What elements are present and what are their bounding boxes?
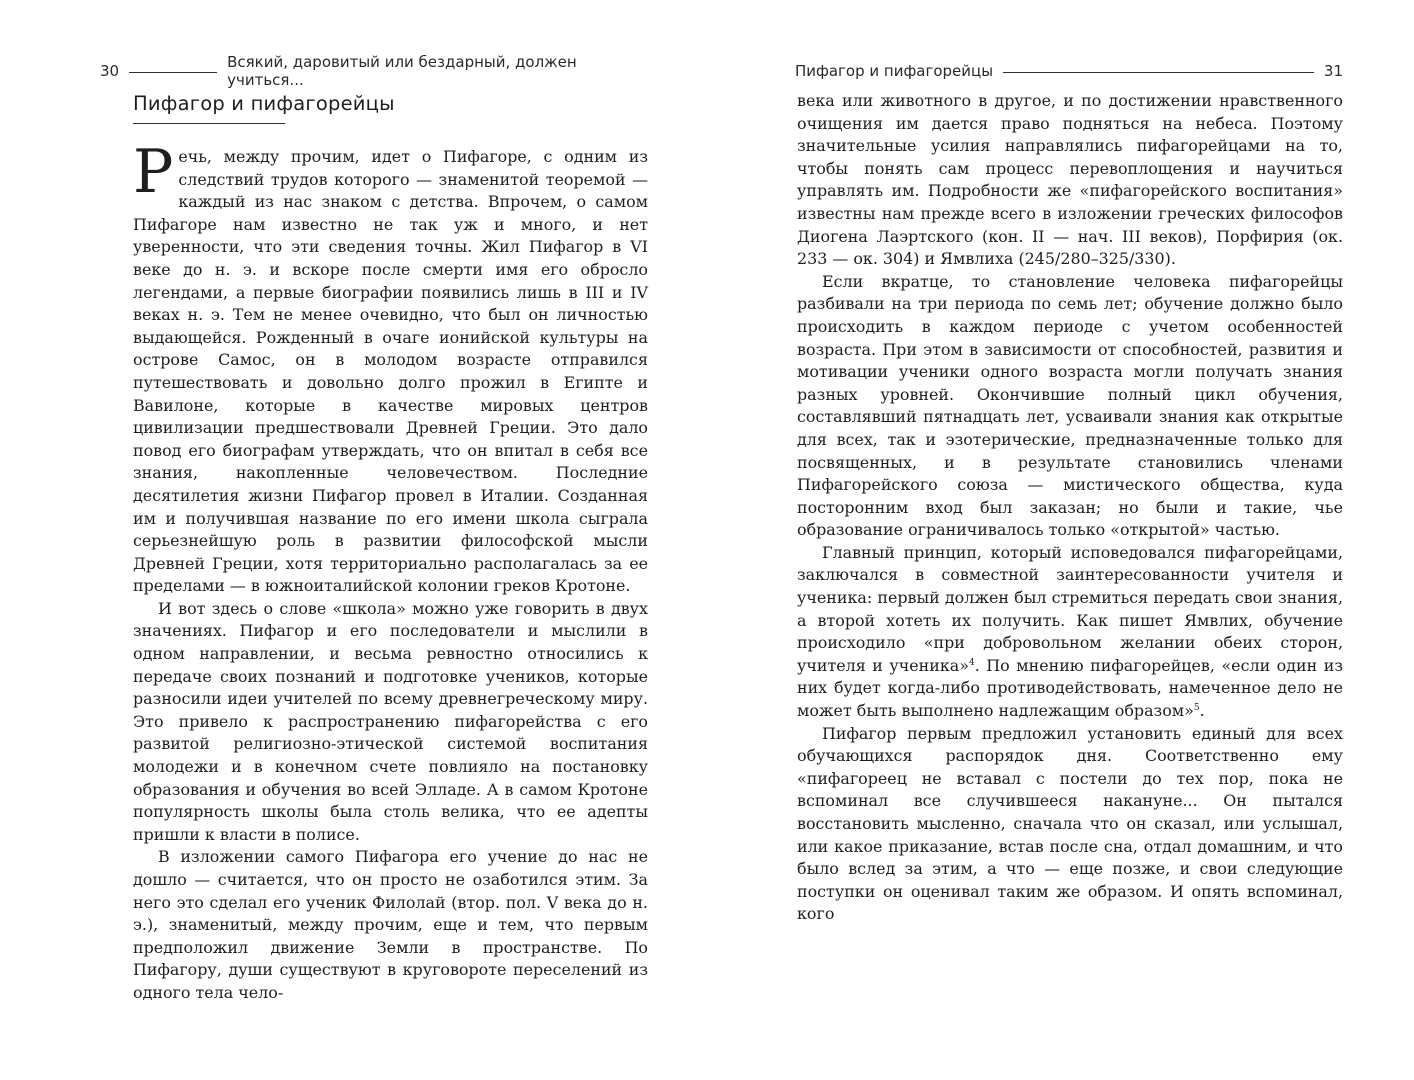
right-paragraph-1: века или животного в другое, и по достижении нравственного очищения им дается право подняться на небеса. Поэтому значительные усилия направлялись пифагорейцами на то, чтобы понять сам процесс перевоплощения и научиться управлять им. Подробности же «пифагорейского воспитания» известны нам прежде всего в изложении греческих философов Диогена Лаэртского (кон. II — нач. III веков), Порфирия (ок. 233 — ок. 304) и Ямвлиха (245/280–325/330).: [797, 91, 1343, 269]
footnote-ref-5[interactable]: 5: [1193, 703, 1200, 714]
right-paragraph-3-end: .: [1199, 701, 1205, 721]
left-paragraph-3: В изложении самого Пифагора его учение до нас не дошло — считается, что он просто не озаботился этим. За него это сделал его ученик Филолай (втор. пол. V века до н. э.), знаменитый, между прочим, еще и тем, что первым предположил движение Земли в пространстве. По Пифагору, души существуют в круговороте переселений из одного тела чело-: [133, 847, 648, 1002]
right-running-head: [795, 58, 1343, 84]
right-paragraph-3-part-1: Главный принцип, который исповедовался пифагорейцами, заключался в совместной заинтересованности учителя и ученика: первый должен был стремиться передать свои знания, а второй хотеть их получить. Как пишет Ямвлих, обучение происходило «при добровольном желании обеих сторон, учителя и ученика»: [797, 542, 1343, 675]
right-page-number: 31: [1323, 62, 1343, 80]
right-page: [707, 0, 1414, 1080]
right-header-rule: [1003, 72, 1314, 73]
footnote-ref-4[interactable]: 4: [968, 657, 975, 668]
left-paragraph-1-text: ечь, между прочим, идет о Пифагоре, с одним из следствий трудов которого — знаменитой теоремой — каждый из нас знаком с детства. Впрочем, о самом Пифагоре нам известно не так уж и много, и нет уверенности, что эти сведения точны. Жил Пифагор в VI веке до н. э. и вскоре после смерти имя его обросло легендами, а первые биографии появились лишь в III и IV веках н. э. Тем не менее очевидно, что был он личностью выдающейся. Рожденный в очаге ионийской культуры на острове Самос, он в молодом возрасте отправился путешествовать и довольно долго прожил в Египте и Вавилоне, которые в качестве мировых центров цивилизации предшествовали Древней Греции. Это дало повод его биографам утверждать, что он впитал в себя все знания, накопленные человечеством. Последние десятилетия жизни Пифагор провел в Италии. Созданная им и получившая название по его имени школа сыграла серьезнейшую роль в развитии философской мысли Древней Греции, хотя территориально располагалась за ее пределами — в южноиталийской колонии греков Кротоне.: [133, 147, 648, 596]
left-paragraph-1: [133, 137, 648, 598]
left-header-rule: [129, 72, 217, 73]
left-paragraph-2: И вот здесь о слове «школа» можно уже говорить в двух значениях. Пифагор и его последователи и мыслили в одном направлении, и весьма ревностно относились к передаче своих познаний и подготовке учеников, которые разносили идеи учителей по всему древнегреческому миру. Это привело к распространению пифагорейства с его развитой религиозно-этической системой воспитания молодежи и в конечном счете повлияло на постановку образования и обучения во всей Элладе. А в самом Кротоне популярность школы была столь велика, что ее адепты пришли к власти в полисе.: [133, 598, 648, 844]
right-body-text: [797, 90, 1343, 926]
right-running-head-text: Пифагор и пифагорейцы: [795, 62, 994, 80]
chapter-title: Пифагор и пифагорейцы: [133, 92, 395, 115]
drop-cap: Р: [133, 137, 174, 207]
left-running-head-text: Всякий, даровитый или бездарный, должен учиться...: [227, 53, 577, 89]
right-paragraph-2: Если вкратце, то становление человека пифагорейцы разбивали на три периода по семь лет; обучение должно было происходить в каждом периоде с учетом особенностей возраста. При этом в зависимости от способностей, развития и мотивации ученики одного возраста могли получать знания разных уровней. Окончившие полный цикл обучения, составлявший пятнадцать лет, усваивали знания как открытые для всех, так и эзотерические, предназначенные только для посвященных, и в результате становились членами Пифагорейского союза — мистического общества, куда посторонним вход был заказан; но были и такие, чье образование ограничивалось только «открытой» частью.: [797, 271, 1343, 540]
chapter-title-rule: [133, 123, 285, 124]
right-paragraph-4: Пифагор первым предложил установить единый для всех обучающихся распорядок дня. Соответственно ему «пифагореец не вставал с постели до тех пор, пока не вспоминал все случившееся накануне... Он пытался восстановить мысленно, сначала что он сказал, или услышал, или какое приказание, встав после сна, отдал домашним, и что было вслед за этим, а что — еще позже, и свои следующие поступки он оценивал таким же образом. И опять вспоминал, кого: [797, 723, 1343, 924]
left-running-head: [100, 53, 650, 89]
right-paragraph-3: [797, 542, 1343, 723]
right-paragraph-3-part-2: . По мнению пифагорейцев, «если один из них будет когда-либо противодействовать, намеченное дело не может быть выполнено надлежащим образом»: [797, 655, 1343, 721]
left-body-text: [133, 137, 648, 1005]
left-page-number: 30: [100, 62, 120, 80]
